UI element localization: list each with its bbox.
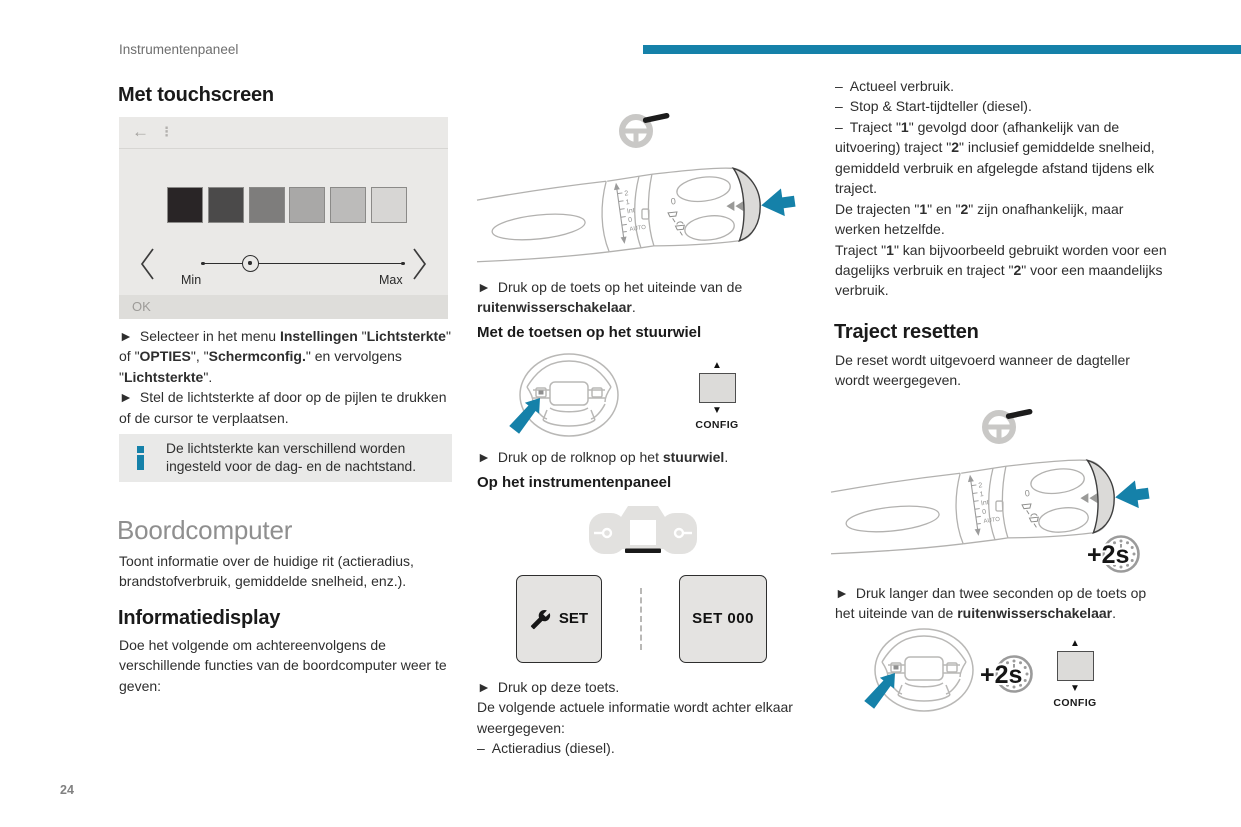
- steering-wheel-stalk-icon: [978, 402, 1036, 446]
- section-title-traject-resetten: Traject resetten: [834, 321, 979, 343]
- chevron-left-icon: [139, 247, 156, 281]
- config-key-illustration: [1045, 638, 1105, 711]
- up-triangle-icon: ▲: [1070, 638, 1080, 649]
- steering-wheel-stalk-icon: [615, 106, 673, 150]
- svg-text:+2s: +2s: [980, 661, 1023, 689]
- buttons-divider: [640, 588, 642, 650]
- steering-wheel-illustration: [872, 627, 976, 715]
- svg-text:0: 0: [981, 508, 987, 517]
- svg-text:Int: Int: [626, 207, 636, 216]
- stalk-speed-scale: [613, 179, 648, 244]
- back-arrow-icon: ←: [132, 122, 149, 142]
- svg-text:AUTO: AUTO: [629, 224, 647, 234]
- wiper-glyphs: [668, 211, 685, 236]
- config-key: [699, 373, 736, 403]
- subheading-steering-buttons: Met de toetsen op het stuurwiel: [477, 324, 702, 341]
- instrument-panel-steps: [477, 677, 817, 759]
- config-label: CONFIG: [1053, 697, 1097, 709]
- svg-text:0: 0: [1024, 488, 1031, 499]
- config-key-illustration: [687, 360, 747, 433]
- trip-paragraph: Traject "1" kan bijvoorbeeld gebruikt worden voor een dagelijks verbruik en traject "2" voor een maandelijks verbruik.: [835, 241, 1167, 299]
- section-title-informatiedisplay: Informatiedisplay: [118, 607, 281, 629]
- set-display-label: SET 000: [692, 610, 754, 628]
- touchscreen-illustration: [119, 117, 448, 319]
- step-wiper-stalk: ► Druk op de toets op het uiteinde van de ruitenwisserschakelaar.: [477, 279, 743, 316]
- brightness-swatch: [208, 187, 244, 223]
- slider-min-label: Min: [181, 273, 202, 287]
- plus-2s-badge: [1085, 524, 1149, 584]
- list-item: – Actueel verbruik.: [835, 78, 955, 94]
- trip-info-list: [835, 76, 1169, 301]
- svg-text:Int: Int: [980, 499, 990, 508]
- svg-text:0: 0: [670, 196, 677, 207]
- header-accent-bar: [643, 45, 1241, 54]
- instrument-cluster-icon: [588, 504, 698, 559]
- double-left-arrows-icon: [1080, 493, 1097, 503]
- step-select-menu: ► Selecteer in het menu Instellingen "Lichtsterkte" of "OPTIES", "Schermconfig." en vervolgens "Lichtsterkte".: [119, 328, 451, 385]
- roller-button: [539, 391, 544, 395]
- slider-end-dot: [401, 262, 405, 266]
- sequence-item: – Actieradius (diesel).: [477, 740, 615, 757]
- set-label: SET: [558, 610, 589, 628]
- slider-max-label: Max: [379, 273, 403, 287]
- section-title-boordcomputer: Boordcomputer: [117, 515, 293, 545]
- set-button-illustration: [516, 575, 602, 663]
- svg-text:+2s: +2s: [1087, 541, 1130, 569]
- slider-knob: [242, 255, 259, 272]
- page-header: Instrumentenpaneel: [119, 42, 239, 57]
- wrench-icon: [530, 609, 551, 630]
- svg-text:1: 1: [625, 198, 631, 207]
- info-note-text: De lichtsterkte kan verschillend worden ingesteld voor de dag- en de nachtstand.: [166, 440, 417, 474]
- step-adjust-brightness: ► Stel de lichtsterkte af door op de pijlen te drukken of de cursor te verplaatsen.: [119, 389, 447, 426]
- brightness-swatch: [289, 187, 325, 223]
- svg-text:0: 0: [627, 216, 633, 225]
- wiper-stalk-illustration: [477, 160, 795, 280]
- brightness-swatch: [330, 187, 366, 223]
- stalk-end-button: [733, 168, 760, 241]
- brightness-swatch: [371, 187, 407, 223]
- config-key: [1057, 651, 1094, 681]
- svg-text:AUTO: AUTO: [983, 516, 1001, 526]
- down-triangle-icon: ▼: [1070, 683, 1080, 694]
- reset-text: De reset wordt uitgevoerd wanneer de dagteller wordt weergegeven.: [835, 352, 1130, 389]
- brightness-swatch: [249, 187, 285, 223]
- ok-button-label: OK: [132, 298, 151, 314]
- pointer-arrow-icon: [1113, 479, 1150, 511]
- brightness-slider: [203, 263, 403, 264]
- brightness-swatches: [167, 187, 407, 223]
- up-triangle-icon: ▲: [712, 360, 722, 371]
- svg-text:2: 2: [624, 190, 629, 198]
- touchscreen-titlebar: [119, 117, 448, 149]
- svg-text:1: 1: [979, 490, 985, 499]
- section-title-touchscreen: Met touchscreen: [118, 84, 274, 106]
- boordcomputer-text: Toont informatie over de huidige rit (actieradius, brandstofverbruik, gemiddelde snelheid, enz.).: [119, 553, 414, 590]
- double-left-arrows-icon: [726, 201, 743, 211]
- touchscreen-steps: [119, 326, 459, 428]
- informatiedisplay-text: Doe het volgende om achtereenvolgens de verschillende functies van de boordcomputer weer te geven:: [119, 637, 447, 694]
- down-triangle-icon: ▼: [712, 405, 722, 416]
- chevron-right-icon: [411, 247, 428, 281]
- page-number: 24: [60, 783, 74, 797]
- step-long-press: ► Druk langer dan twee seconden op de toets op het uiteinde van de ruitenwisserschakelaar.: [835, 585, 1147, 622]
- config-label: CONFIG: [695, 419, 739, 431]
- info-icon: [137, 446, 144, 470]
- list-item: – Traject "1" gevolgd door (afhankelijk van de uitvoering) traject "2" inclusief gemiddelde snelheid, gemiddeld verbruik en afgelegde afstand tijdens elk traject.: [835, 118, 1155, 197]
- subheading-instrument-panel: Op het instrumentenpaneel: [477, 474, 672, 491]
- kebab-menu-icon: ⋮: [160, 124, 173, 140]
- slider-start-dot: [201, 262, 205, 266]
- steering-wheel-illustration: [517, 352, 621, 440]
- set-display-illustration: [679, 575, 767, 663]
- stalk-end-button: [1087, 460, 1114, 533]
- step-press-button: ► Druk op deze toets.: [477, 679, 620, 695]
- cluster-display: [630, 520, 656, 545]
- svg-text:2: 2: [978, 482, 983, 490]
- pointer-arrow-icon: [759, 187, 796, 219]
- step-roller: ► Druk op de rolknop op het stuurwiel.: [477, 449, 729, 465]
- brightness-swatch: [167, 187, 203, 223]
- list-item: – Stop & Start-tijdteller (diesel).: [835, 98, 1032, 115]
- touchscreen-bottombar: [119, 295, 448, 319]
- info-note: [119, 434, 452, 482]
- plus-2s-badge: [978, 644, 1042, 704]
- trip-paragraph: De trajecten "1" en "2" zijn onafhankelijk, maar werken hetzelfde.: [835, 200, 1124, 238]
- sequence-intro: De volgende actuele informatie wordt achter elkaar weergegeven:: [477, 699, 793, 736]
